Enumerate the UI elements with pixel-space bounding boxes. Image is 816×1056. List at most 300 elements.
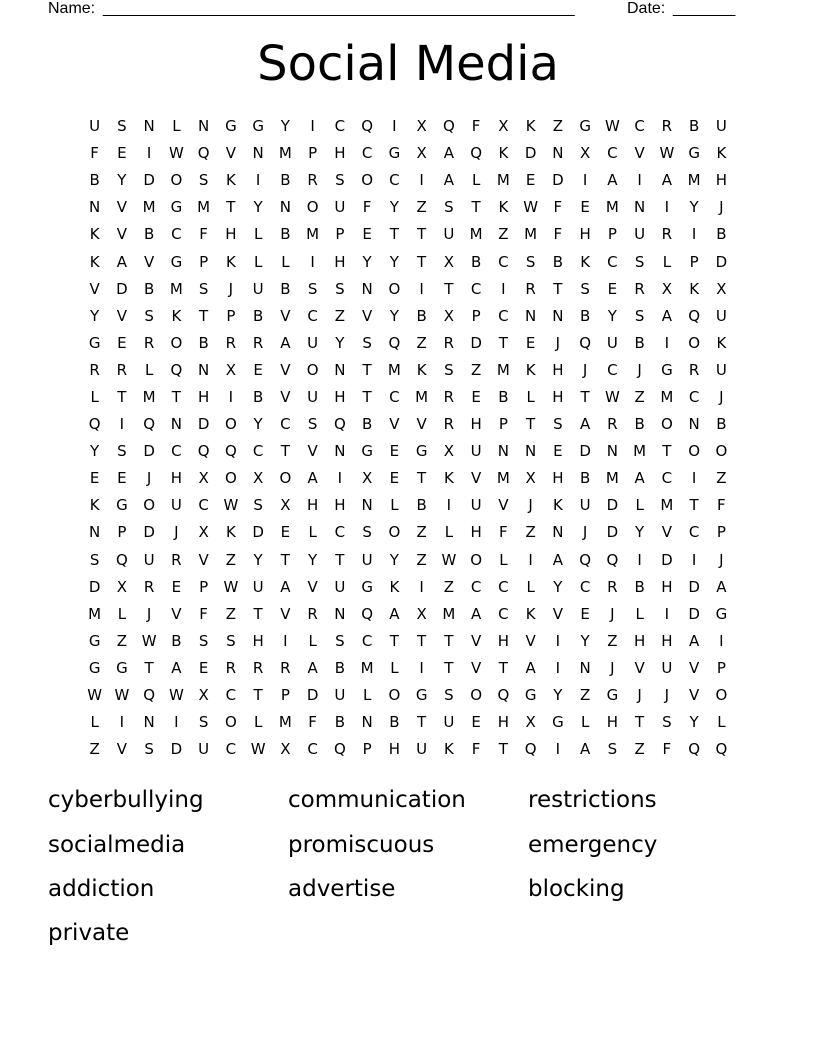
grid-letter[interactable]: P	[280, 686, 290, 705]
grid-letter[interactable]: I	[691, 225, 697, 244]
grid-letter[interactable]: M	[197, 198, 211, 217]
grid-letter[interactable]: I	[419, 658, 424, 677]
grid-letter[interactable]: N	[579, 658, 591, 677]
grid-letter[interactable]: E	[89, 469, 100, 488]
grid-letter[interactable]: J	[610, 604, 615, 623]
grid-letter[interactable]: I	[419, 171, 424, 190]
grid-letter[interactable]: C	[607, 360, 618, 379]
grid-letter[interactable]: E	[471, 387, 481, 406]
grid-letter[interactable]: U	[634, 225, 646, 244]
grid-letter[interactable]: O	[688, 442, 701, 461]
grid-letter[interactable]: N	[198, 360, 210, 379]
grid-letter[interactable]: O	[470, 550, 483, 569]
grid-letter[interactable]: T	[444, 279, 454, 298]
grid-letter[interactable]: K	[525, 117, 536, 136]
grid-letter[interactable]: H	[470, 523, 482, 542]
grid-letter[interactable]: E	[580, 604, 590, 623]
grid-letter[interactable]: S	[444, 686, 454, 705]
grid-letter[interactable]: W	[223, 496, 239, 515]
grid-letter[interactable]: V	[225, 144, 236, 163]
grid-letter[interactable]: C	[498, 306, 509, 325]
grid-letter[interactable]: M	[387, 360, 401, 379]
grid-letter[interactable]: Z	[552, 117, 564, 136]
grid-letter[interactable]: I	[310, 252, 315, 271]
grid-letter[interactable]: J	[555, 333, 561, 352]
grid-letter[interactable]: J	[719, 550, 724, 569]
grid-letter[interactable]: S	[662, 713, 672, 732]
grid-letter[interactable]: M	[142, 198, 156, 217]
grid-letter[interactable]: V	[280, 360, 291, 379]
grid-letter[interactable]: E	[117, 333, 127, 352]
grid-letter[interactable]: T	[417, 713, 427, 732]
grid-letter[interactable]: Y	[253, 550, 263, 569]
grid-letter[interactable]: V	[416, 415, 427, 434]
grid-letter[interactable]: O	[715, 442, 728, 461]
grid-letter[interactable]: T	[171, 387, 181, 406]
grid-letter[interactable]: J	[637, 686, 642, 705]
grid-letter[interactable]: Y	[280, 117, 290, 136]
grid-letter[interactable]: H	[497, 713, 510, 732]
grid-letter[interactable]: F	[717, 496, 726, 515]
grid-letter[interactable]: U	[416, 740, 428, 759]
grid-letter[interactable]: N	[89, 198, 101, 217]
grid-letter[interactable]: A	[716, 577, 727, 596]
grid-letter[interactable]: I	[555, 631, 561, 650]
grid-letter[interactable]: A	[307, 469, 318, 488]
grid-letter[interactable]: O	[224, 415, 237, 434]
grid-letter[interactable]: X	[416, 117, 427, 136]
grid-letter[interactable]: X	[443, 306, 455, 325]
grid-letter[interactable]: O	[306, 360, 319, 379]
grid-letter[interactable]: K	[171, 306, 182, 325]
grid-letter[interactable]: M	[306, 225, 320, 244]
grid-letter[interactable]: N	[497, 442, 509, 461]
grid-letter[interactable]: N	[170, 415, 182, 434]
grid-letter[interactable]: D	[143, 442, 155, 461]
grid-letter[interactable]: I	[228, 387, 234, 406]
grid-letter[interactable]: B	[171, 631, 182, 650]
grid-letter[interactable]: W	[604, 117, 620, 136]
grid-letter[interactable]: M	[660, 387, 674, 406]
grid-letter[interactable]: Q	[497, 686, 510, 705]
grid-letter[interactable]: Y	[253, 198, 263, 217]
grid-letter[interactable]: K	[89, 496, 100, 515]
grid-letter[interactable]: N	[143, 713, 155, 732]
grid-letter[interactable]: R	[89, 360, 100, 379]
grid-letter[interactable]: A	[171, 658, 182, 677]
grid-letter[interactable]: J	[664, 686, 670, 705]
grid-letter[interactable]: R	[607, 415, 618, 434]
grid-letter[interactable]: L	[281, 252, 290, 271]
grid-letter[interactable]: V	[280, 387, 291, 406]
grid-letter[interactable]: K	[225, 171, 236, 190]
grid-letter[interactable]: T	[662, 442, 672, 461]
grid-letter[interactable]: B	[716, 225, 727, 244]
grid-letter[interactable]: A	[280, 333, 291, 352]
grid-letter[interactable]: I	[310, 117, 315, 136]
grid-letter[interactable]: N	[552, 306, 564, 325]
grid-letter[interactable]: P	[689, 252, 699, 271]
grid-letter[interactable]: Q	[143, 415, 156, 434]
grid-letter[interactable]: X	[661, 279, 673, 298]
grid-letter[interactable]: S	[117, 117, 127, 136]
grid-letter[interactable]: L	[144, 360, 154, 379]
grid-letter[interactable]: G	[579, 117, 591, 136]
grid-letter[interactable]: R	[443, 333, 455, 352]
grid-letter[interactable]: M	[605, 469, 619, 488]
grid-letter[interactable]: F	[471, 117, 481, 136]
grid-letter[interactable]: C	[688, 523, 700, 542]
grid-letter[interactable]: V	[280, 306, 291, 325]
grid-letter[interactable]: W	[250, 740, 266, 759]
grid-letter[interactable]: J	[719, 387, 724, 406]
grid-letter[interactable]: D	[688, 577, 700, 596]
grid-letter[interactable]: S	[335, 279, 345, 298]
grid-letter[interactable]: T	[444, 658, 454, 677]
grid-letter[interactable]: Q	[688, 306, 701, 325]
grid-letter[interactable]: A	[661, 171, 672, 190]
grid-letter[interactable]: V	[307, 442, 318, 461]
grid-letter[interactable]: E	[607, 279, 618, 298]
grid-letter[interactable]: P	[335, 225, 345, 244]
grid-letter[interactable]: R	[661, 225, 673, 244]
grid-letter[interactable]: D	[552, 171, 564, 190]
grid-letter[interactable]: N	[525, 306, 537, 325]
grid-letter[interactable]: G	[252, 117, 264, 136]
grid-letter[interactable]: T	[280, 550, 290, 569]
grid-letter[interactable]: S	[362, 333, 372, 352]
grid-letter[interactable]: Q	[715, 740, 728, 759]
grid-letter[interactable]: O	[388, 279, 401, 298]
grid-letter[interactable]: U	[715, 360, 727, 379]
grid-letter[interactable]: J	[228, 279, 234, 298]
grid-letter[interactable]: C	[361, 631, 373, 650]
grid-letter[interactable]: F	[553, 198, 563, 217]
grid-letter[interactable]: F	[662, 740, 672, 759]
grid-letter[interactable]: M	[415, 387, 429, 406]
grid-letter[interactable]: S	[117, 442, 127, 461]
grid-letter[interactable]: T	[144, 658, 154, 677]
grid-letter[interactable]: I	[392, 117, 397, 136]
grid-letter[interactable]: Y	[90, 306, 100, 325]
grid-letter[interactable]: P	[199, 252, 209, 271]
grid-letter[interactable]: V	[116, 740, 127, 759]
grid-letter[interactable]: I	[501, 279, 506, 298]
grid-letter[interactable]: M	[360, 658, 374, 677]
grid-letter[interactable]: C	[225, 740, 237, 759]
grid-letter[interactable]: H	[661, 577, 673, 596]
grid-letter[interactable]: N	[361, 496, 373, 515]
grid-letter[interactable]: N	[606, 442, 618, 461]
grid-letter[interactable]: O	[470, 686, 483, 705]
grid-letter[interactable]: M	[496, 171, 510, 190]
grid-letter[interactable]: U	[661, 658, 673, 677]
grid-letter[interactable]: V	[280, 604, 291, 623]
grid-letter[interactable]: T	[526, 415, 536, 434]
grid-letter[interactable]: L	[362, 686, 372, 705]
grid-letter[interactable]: Q	[361, 604, 374, 623]
grid-letter[interactable]: A	[579, 415, 591, 434]
grid-letter[interactable]: B	[252, 306, 264, 325]
grid-letter[interactable]: C	[607, 252, 618, 271]
grid-letter[interactable]: T	[580, 387, 590, 406]
grid-letter[interactable]: R	[280, 658, 291, 677]
grid-letter[interactable]: T	[362, 387, 372, 406]
grid-letter[interactable]: I	[719, 631, 724, 650]
grid-letter[interactable]: S	[198, 171, 209, 190]
grid-letter[interactable]: X	[280, 740, 291, 759]
grid-letter[interactable]: X	[498, 117, 509, 136]
grid-letter[interactable]: B	[634, 577, 645, 596]
grid-letter[interactable]: L	[444, 523, 454, 542]
grid-letter[interactable]: S	[553, 415, 563, 434]
grid-letter[interactable]: K	[498, 144, 509, 163]
grid-letter[interactable]: F	[199, 604, 208, 623]
grid-letter[interactable]: Z	[470, 360, 482, 379]
grid-letter[interactable]: S	[307, 415, 318, 434]
grid-letter[interactable]: H	[225, 225, 237, 244]
grid-letter[interactable]: J	[610, 658, 615, 677]
grid-letter[interactable]: K	[498, 198, 509, 217]
grid-letter[interactable]: U	[579, 496, 591, 515]
grid-letter[interactable]: B	[579, 469, 591, 488]
grid-letter[interactable]: C	[389, 171, 400, 190]
grid-letter[interactable]: U	[307, 387, 319, 406]
grid-letter[interactable]: A	[470, 604, 482, 623]
grid-letter[interactable]: C	[389, 387, 400, 406]
grid-letter[interactable]: J	[146, 604, 152, 623]
grid-letter[interactable]: E	[117, 469, 127, 488]
grid-letter[interactable]: E	[389, 442, 400, 461]
grid-letter[interactable]: X	[579, 144, 591, 163]
grid-letter[interactable]: V	[89, 279, 100, 298]
grid-letter[interactable]: G	[170, 252, 183, 271]
grid-letter[interactable]: S	[607, 740, 618, 759]
grid-letter[interactable]: G	[415, 442, 428, 461]
grid-letter[interactable]: F	[308, 713, 317, 732]
grid-letter[interactable]: C	[361, 144, 373, 163]
grid-letter[interactable]: X	[361, 469, 373, 488]
grid-letter[interactable]: I	[555, 658, 561, 677]
grid-letter[interactable]: R	[661, 117, 673, 136]
grid-letter[interactable]: Q	[197, 442, 210, 461]
grid-letter[interactable]: W	[223, 577, 239, 596]
grid-letter[interactable]: E	[553, 442, 563, 461]
grid-letter[interactable]: V	[688, 686, 700, 705]
grid-letter[interactable]: B	[416, 496, 427, 515]
grid-letter[interactable]: V	[634, 144, 645, 163]
grid-letter[interactable]: X	[198, 523, 209, 542]
grid-letter[interactable]: I	[255, 171, 261, 190]
grid-letter[interactable]: W	[523, 198, 539, 217]
grid-letter[interactable]: I	[419, 577, 424, 596]
grid-letter[interactable]: M	[278, 144, 292, 163]
grid-letter[interactable]: Q	[333, 740, 346, 759]
grid-letter[interactable]: N	[279, 198, 291, 217]
grid-letter[interactable]: Q	[224, 442, 237, 461]
grid-letter[interactable]: G	[524, 686, 537, 705]
grid-letter[interactable]: J	[582, 523, 588, 542]
grid-letter[interactable]: T	[471, 198, 481, 217]
grid-letter[interactable]: W	[659, 144, 675, 163]
grid-letter[interactable]: G	[116, 658, 128, 677]
grid-letter[interactable]: S	[444, 360, 454, 379]
grid-letter[interactable]: O	[715, 686, 728, 705]
grid-letter[interactable]: B	[143, 225, 155, 244]
grid-letter[interactable]: B	[634, 415, 645, 434]
grid-letter[interactable]: H	[552, 469, 564, 488]
grid-letter[interactable]: Q	[361, 117, 374, 136]
grid-letter[interactable]: Y	[389, 550, 399, 569]
grid-letter[interactable]: G	[552, 713, 564, 732]
grid-letter[interactable]: X	[252, 469, 264, 488]
grid-letter[interactable]: C	[171, 225, 182, 244]
grid-letter[interactable]: Y	[389, 306, 399, 325]
grid-letter[interactable]: B	[143, 279, 155, 298]
grid-letter[interactable]: H	[252, 631, 264, 650]
name-field-line[interactable]: _____________________________________________________	[103, 0, 575, 17]
grid-letter[interactable]: S	[525, 252, 536, 271]
grid-letter[interactable]: Y	[689, 198, 699, 217]
grid-letter[interactable]: T	[335, 550, 345, 569]
grid-letter[interactable]: L	[253, 225, 263, 244]
grid-letter[interactable]: X	[525, 469, 536, 488]
grid-letter[interactable]: H	[334, 252, 346, 271]
grid-letter[interactable]: S	[444, 198, 454, 217]
grid-letter[interactable]: N	[334, 604, 346, 623]
grid-letter[interactable]: Q	[442, 117, 455, 136]
grid-letter[interactable]: Q	[197, 144, 210, 163]
grid-letter[interactable]: P	[362, 740, 372, 759]
grid-letter[interactable]: P	[716, 658, 726, 677]
grid-letter[interactable]: T	[253, 604, 263, 623]
grid-letter[interactable]: A	[116, 252, 127, 271]
grid-letter[interactable]: Z	[416, 550, 427, 569]
grid-letter[interactable]: Y	[308, 550, 318, 569]
grid-letter[interactable]: H	[470, 415, 482, 434]
grid-letter[interactable]: J	[146, 469, 152, 488]
grid-letter[interactable]: T	[498, 740, 508, 759]
grid-letter[interactable]: I	[446, 496, 452, 515]
grid-letter[interactable]: W	[114, 686, 130, 705]
grid-letter[interactable]: T	[226, 198, 236, 217]
grid-letter[interactable]: R	[171, 550, 182, 569]
grid-letter[interactable]: T	[362, 360, 372, 379]
grid-letter[interactable]: V	[470, 469, 482, 488]
grid-letter[interactable]: T	[635, 713, 645, 732]
grid-letter[interactable]: R	[225, 658, 237, 677]
grid-letter[interactable]: C	[634, 117, 645, 136]
grid-letter[interactable]: R	[607, 577, 618, 596]
grid-letter[interactable]: Z	[416, 523, 427, 542]
grid-letter[interactable]: G	[88, 333, 101, 352]
grid-letter[interactable]: E	[471, 713, 481, 732]
grid-letter[interactable]: L	[499, 550, 508, 569]
grid-letter[interactable]: J	[637, 360, 642, 379]
grid-letter[interactable]: K	[89, 225, 100, 244]
grid-letter[interactable]: I	[637, 550, 642, 569]
grid-letter[interactable]: U	[252, 577, 264, 596]
grid-letter[interactable]: U	[143, 550, 155, 569]
grid-letter[interactable]: K	[552, 496, 563, 515]
grid-letter[interactable]: R	[307, 604, 318, 623]
grid-letter[interactable]: D	[470, 333, 482, 352]
grid-letter[interactable]: L	[635, 496, 644, 515]
grid-letter[interactable]: D	[661, 550, 673, 569]
grid-letter[interactable]: L	[308, 523, 317, 542]
grid-letter[interactable]: W	[87, 686, 103, 705]
grid-letter[interactable]: X	[280, 496, 291, 515]
grid-letter[interactable]: K	[525, 604, 536, 623]
grid-letter[interactable]: I	[283, 631, 288, 650]
grid-letter[interactable]: G	[116, 496, 128, 515]
grid-letter[interactable]: V	[470, 631, 482, 650]
grid-letter[interactable]: B	[280, 279, 291, 298]
grid-letter[interactable]: J	[582, 360, 588, 379]
grid-letter[interactable]: U	[606, 333, 618, 352]
grid-letter[interactable]: L	[580, 713, 590, 732]
grid-letter[interactable]: U	[252, 279, 264, 298]
grid-letter[interactable]: T	[389, 225, 399, 244]
grid-letter[interactable]: T	[444, 631, 454, 650]
grid-letter[interactable]: Z	[416, 198, 427, 217]
grid-letter[interactable]: E	[525, 171, 536, 190]
grid-letter[interactable]: C	[661, 469, 673, 488]
grid-letter[interactable]: V	[361, 306, 373, 325]
grid-letter[interactable]: A	[552, 550, 563, 569]
grid-letter[interactable]: U	[334, 686, 346, 705]
grid-letter[interactable]: U	[334, 198, 346, 217]
grid-letter[interactable]: T	[417, 225, 427, 244]
grid-letter[interactable]: J	[528, 496, 533, 515]
grid-letter[interactable]: D	[170, 740, 183, 759]
grid-letter[interactable]: P	[117, 523, 127, 542]
grid-letter[interactable]: P	[607, 225, 617, 244]
grid-letter[interactable]: U	[715, 306, 727, 325]
grid-letter[interactable]: U	[443, 713, 455, 732]
grid-letter[interactable]: C	[688, 387, 700, 406]
grid-letter[interactable]: L	[717, 713, 726, 732]
grid-letter[interactable]: O	[224, 469, 237, 488]
grid-letter[interactable]: Y	[90, 442, 100, 461]
grid-letter[interactable]: E	[389, 469, 400, 488]
grid-letter[interactable]: H	[497, 631, 510, 650]
grid-letter[interactable]: O	[143, 496, 156, 515]
grid-letter[interactable]: M	[687, 171, 701, 190]
grid-letter[interactable]: N	[634, 198, 646, 217]
grid-letter[interactable]: M	[142, 387, 156, 406]
grid-letter[interactable]: Z	[89, 740, 100, 759]
grid-letter[interactable]: G	[688, 144, 700, 163]
grid-letter[interactable]: L	[117, 604, 127, 623]
grid-letter[interactable]: U	[89, 117, 101, 136]
grid-letter[interactable]: C	[280, 415, 291, 434]
date-field-line[interactable]: _______	[673, 0, 736, 17]
grid-letter[interactable]: E	[171, 577, 182, 596]
grid-letter[interactable]: H	[715, 171, 728, 190]
grid-letter[interactable]: L	[253, 713, 263, 732]
grid-letter[interactable]: Z	[716, 469, 727, 488]
grid-letter[interactable]: Z	[416, 333, 427, 352]
grid-letter[interactable]: R	[307, 171, 318, 190]
grid-letter[interactable]: L	[526, 577, 535, 596]
grid-letter[interactable]: X	[416, 604, 427, 623]
grid-letter[interactable]: I	[555, 740, 561, 759]
grid-letter[interactable]: P	[199, 577, 209, 596]
grid-letter[interactable]: M	[496, 469, 510, 488]
grid-letter[interactable]: V	[171, 604, 182, 623]
grid-letter[interactable]: L	[471, 171, 481, 190]
